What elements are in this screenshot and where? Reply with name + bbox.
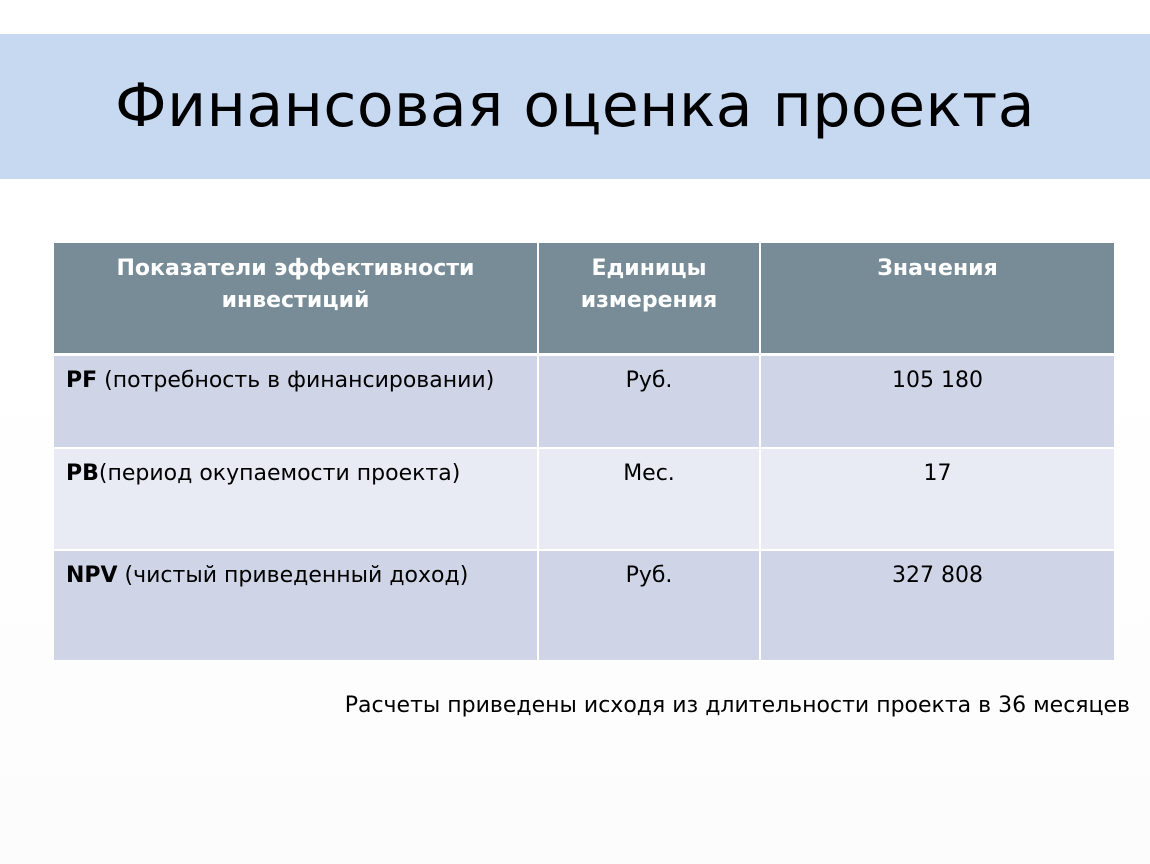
value-cell: 105 180 [760,354,1114,448]
unit-cell: Руб. [538,550,760,661]
indicator-abbr: NPV [66,563,118,588]
indicator-abbr: PB [66,461,99,486]
title-band [0,34,1150,179]
footnote: Расчеты приведены исходя из длительности проекта в 36 месяцев [344,693,1130,718]
value-cell: 327 808 [760,550,1114,661]
indicator-desc: (потребность в финансировании) [97,367,495,393]
header-indicators: Показатели эффективности инвестиций [54,243,538,354]
indicator-desc: (чистый приведенный доход) [117,563,469,588]
unit-cell: Руб. [538,354,760,448]
table-row [54,448,1114,550]
header-units: Единицы измерения [538,243,760,354]
indicator-cell [54,550,538,661]
table-row [54,550,1114,661]
table-header-row [54,243,1114,354]
indicator-cell [54,354,538,448]
indicator-abbr: PF [66,367,98,393]
value-cell: 17 [760,448,1114,550]
slide-title: Финансовая оценка проекта [114,71,1036,141]
indicator-cell [54,448,538,550]
metrics-table [54,243,1114,662]
unit-cell: Мес. [538,448,760,550]
indicator-desc: (период окупаемости проекта) [98,461,461,486]
header-values: Значения [760,243,1114,354]
table-row [54,354,1114,448]
